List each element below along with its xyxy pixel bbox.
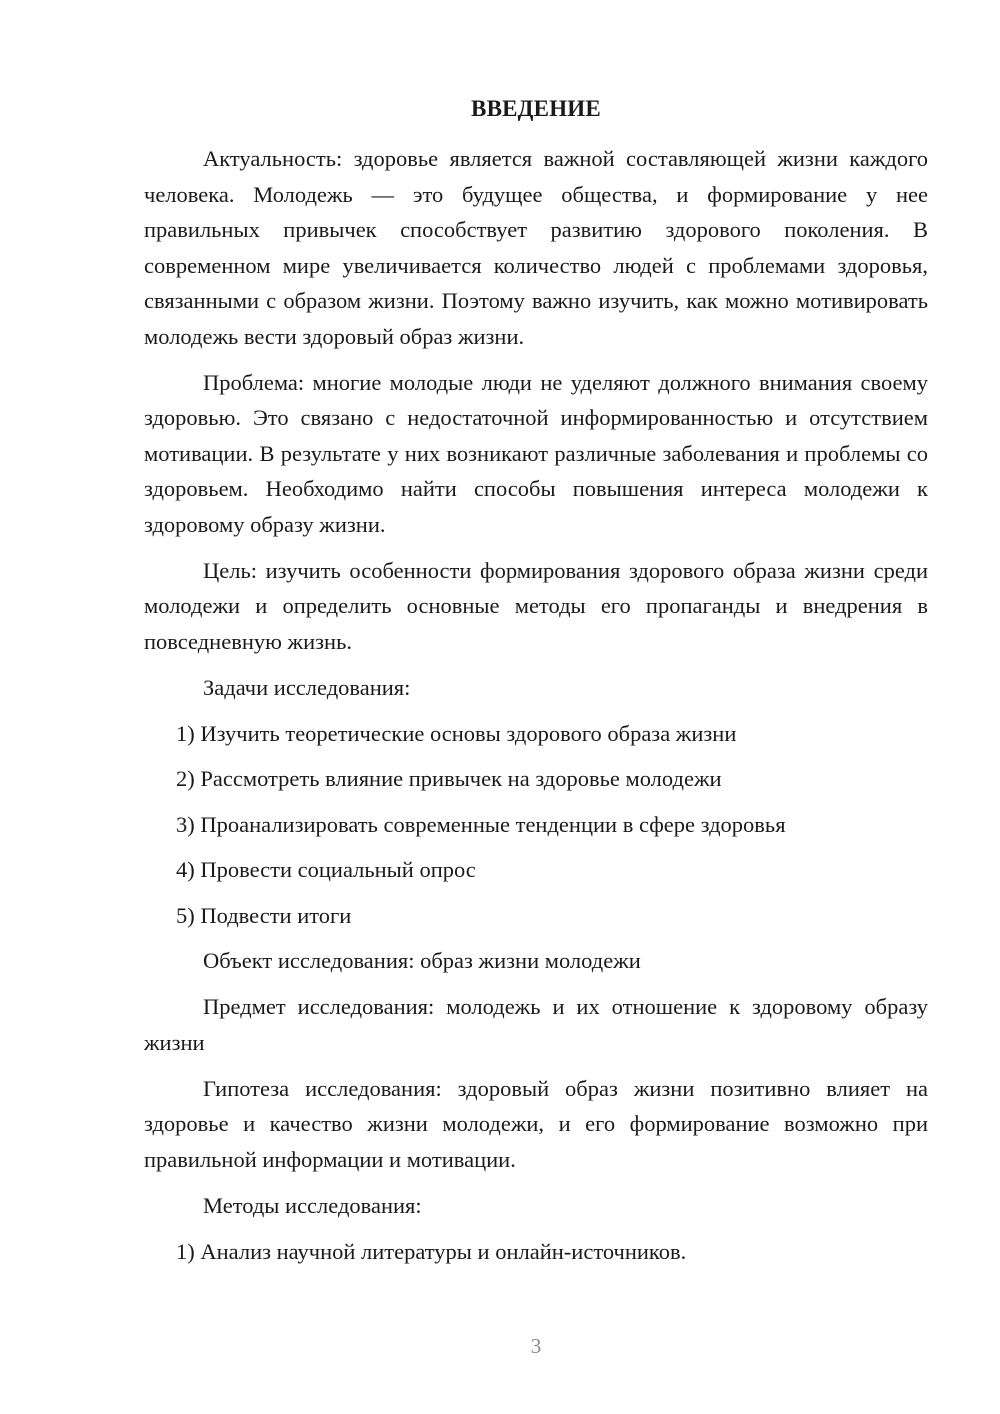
- paragraph-object: Объект исследования: образ жизни молодежи: [203, 948, 641, 973]
- page-number: 3: [530, 1334, 542, 1358]
- list-item: 1) Анализ научной литературы и онлайн-источников.: [176, 1238, 687, 1264]
- methods-list: [144, 1234, 928, 1270]
- list-item: 1) Изучить теоретические основы здорового образа жизни: [176, 720, 737, 746]
- paragraph-goal: Цель: изучить особенности формирования здорового образа жизни среди молодежи и определить основные методы его пропаганды и внедрения в повседневную жизнь.: [144, 557, 928, 654]
- list-item: 4) Провести социальный опрос: [176, 857, 476, 882]
- list-item: 5) Подвести итоги: [176, 902, 352, 928]
- list-item: 2) Рассмотреть влияние привычек на здоровье молодежи: [176, 766, 722, 791]
- page-title: ВВЕДЕНИЕ: [471, 96, 601, 121]
- tasks-heading: Задачи исследования:: [203, 674, 411, 700]
- paragraph-problem: Проблема: многие молодые люди не уделяют должного внимания своему здоровью. Это связано с недостаточной информированностью и отсутствием мотивации. В результате у них возникают различные заболевания и проблемы со здоровьем. Необходимо найти способы повышения интереса молодежи к здоровому образу жизни.: [144, 369, 928, 537]
- paragraph-subject: Предмет исследования: молодежь и их отношение к здоровому образу жизни: [144, 994, 928, 1055]
- tasks-list: [144, 716, 928, 934]
- list-item: 3) Проанализировать современные тенденции в сфере здоровья: [176, 811, 786, 837]
- document-body: [144, 141, 928, 1279]
- paragraph-hypothesis: Гипотеза исследования: здоровый образ жизни позитивно влияет на здоровье и качество жизни молодежи, и его формирование возможно при правильной информации и мотивации.: [144, 1075, 928, 1172]
- methods-heading: Методы исследования:: [203, 1192, 422, 1218]
- paragraph-relevance: Актуальность: здоровье является важной составляющей жизни каждого человека. Молодежь — это будущее общества, и формирование у нее правильных привычек способствует развитию здорового поколения. В современном мире увеличивается количество людей с проблемами здоровья, связанными с образом жизни. Поэтому важно изучить, как можно мотивировать молодежь вести здоровый образ жизни.: [144, 146, 928, 349]
